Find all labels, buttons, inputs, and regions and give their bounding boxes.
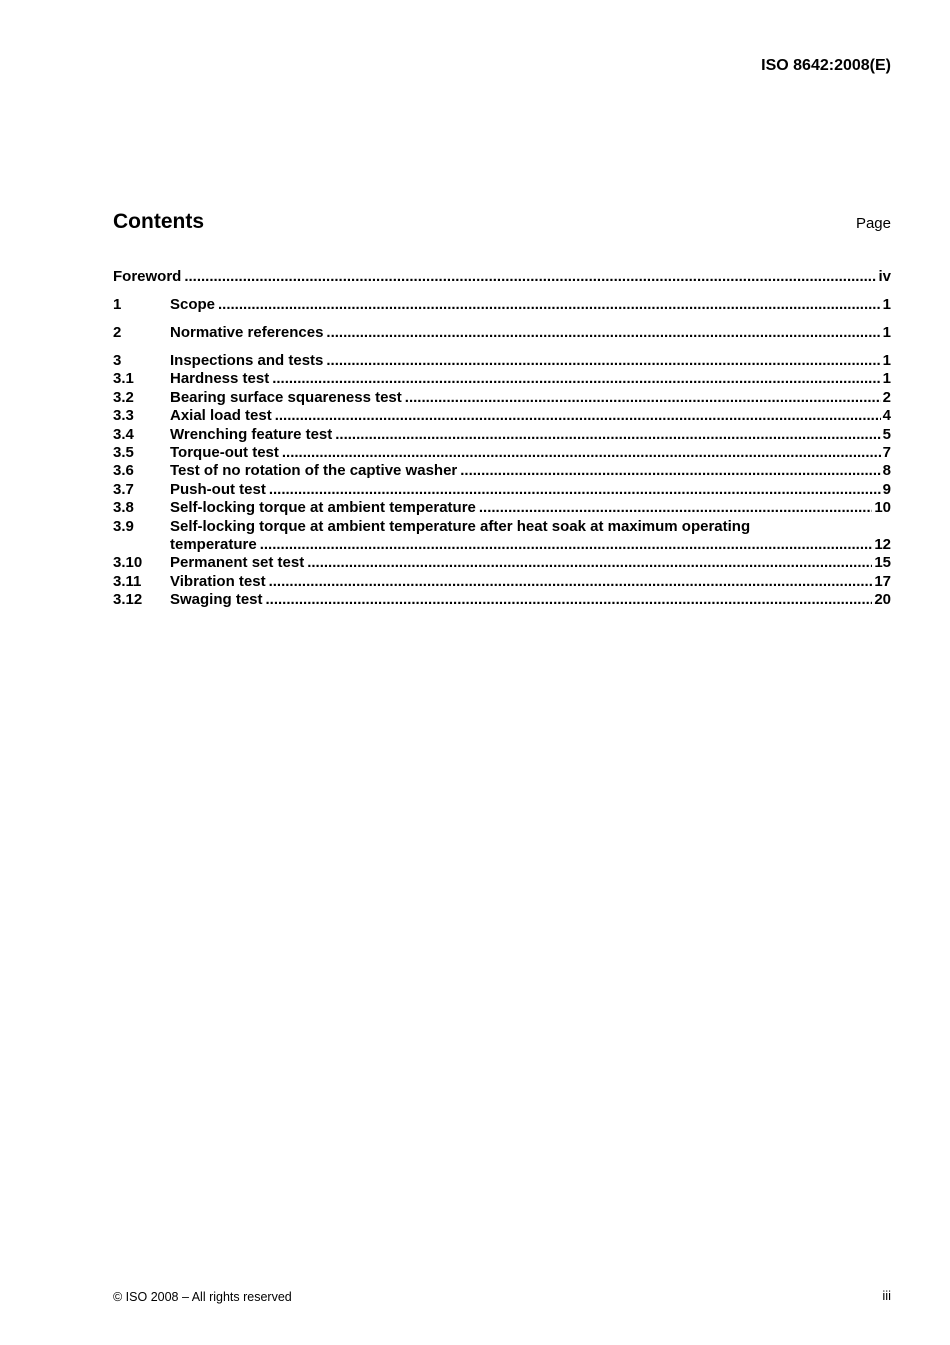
toc-leader (272, 370, 880, 388)
toc-title: Bearing surface squareness test (170, 388, 402, 406)
toc-title-line-2: temperature (170, 536, 257, 554)
toc-page: 12 (874, 536, 891, 554)
toc-number: 3.3 (113, 407, 134, 425)
table-of-contents (113, 268, 891, 610)
toc-entry-3-9[interactable] (113, 518, 891, 555)
toc-title: Wrenching feature test (170, 425, 333, 443)
toc-title: Push-out test (170, 480, 266, 498)
toc-leader (326, 324, 880, 342)
toc-title: Scope (170, 296, 216, 313)
document-id: ISO 8642:2008(E) (761, 57, 891, 74)
toc-title: Vibration test (170, 572, 266, 590)
footer-page-number: iii (882, 1288, 891, 1303)
toc-page: 4 (882, 407, 891, 425)
toc-number: 3.8 (113, 499, 134, 517)
toc-page: 10 (874, 499, 891, 517)
toc-number: 3.10 (113, 554, 143, 572)
toc-number: 1 (113, 296, 122, 313)
toc-page: 15 (874, 554, 891, 572)
toc-title: Test of no rotation of the captive washer (170, 462, 458, 480)
contents-title: Contents (113, 210, 204, 233)
toc-entry-3-5[interactable] (113, 444, 891, 462)
toc-title: Torque-out test (170, 444, 279, 462)
toc-entry-3-7[interactable] (113, 481, 891, 499)
toc-page: 8 (882, 462, 891, 480)
toc-entry-3-4[interactable] (113, 426, 891, 444)
toc-leader (269, 481, 881, 499)
toc-title: Permanent set test (170, 554, 305, 572)
toc-page: iv (878, 268, 891, 285)
toc-entry-3-10[interactable] (113, 554, 891, 572)
toc-entry-3-11[interactable] (113, 573, 891, 591)
toc-entry-foreword[interactable] (113, 268, 891, 286)
page-column-label: Page (855, 215, 891, 232)
toc-page: 2 (882, 388, 891, 406)
toc-leader (266, 591, 873, 609)
toc-title: Swaging test (170, 591, 263, 609)
toc-page: 1 (882, 296, 891, 313)
toc-number: 3 (113, 352, 122, 369)
toc-leader (326, 352, 880, 370)
toc-leader (479, 499, 872, 517)
toc-leader (184, 268, 876, 286)
toc-title: Hardness test (170, 370, 270, 388)
toc-entry-3-2[interactable] (113, 389, 891, 407)
toc-page: 1 (882, 352, 891, 369)
toc-number: 3.9 (113, 517, 134, 535)
toc-leader (460, 462, 880, 480)
toc-title: Inspections and tests (170, 352, 324, 369)
footer-copyright: © ISO 2008 – All rights reserved (113, 1290, 292, 1304)
toc-entry-1[interactable] (113, 296, 891, 314)
toc-number: 3.12 (113, 591, 143, 609)
toc-number: 3.1 (113, 370, 134, 388)
toc-entry-2[interactable] (113, 324, 891, 342)
toc-leader (260, 536, 873, 554)
contents-header (113, 209, 891, 239)
toc-number: 3.11 (113, 572, 142, 590)
toc-title: Self-locking torque at ambient temperature (170, 499, 476, 517)
toc-number: 3.7 (113, 480, 134, 498)
toc-title: Axial load test (170, 407, 272, 425)
toc-leader (335, 426, 880, 444)
toc-entry-3-8[interactable] (113, 499, 891, 517)
toc-page: 1 (882, 324, 891, 341)
toc-leader (218, 296, 881, 314)
toc-entry-3-3[interactable] (113, 407, 891, 425)
toc-title: Normative references (170, 324, 324, 341)
toc-leader (307, 554, 872, 572)
toc-title: Foreword (113, 268, 182, 285)
toc-number: 2 (113, 324, 122, 341)
toc-page: 9 (882, 480, 891, 498)
toc-entry-3-1[interactable] (113, 370, 891, 388)
toc-number: 3.2 (113, 388, 134, 406)
toc-leader (269, 573, 873, 591)
toc-number: 3.6 (113, 462, 134, 480)
toc-number: 3.5 (113, 444, 134, 462)
toc-entry-3-12[interactable] (113, 591, 891, 609)
toc-entry-3-6[interactable] (113, 462, 891, 480)
toc-page: 5 (882, 425, 891, 443)
toc-leader (282, 444, 881, 462)
toc-leader (405, 389, 881, 407)
toc-page: 1 (882, 370, 891, 388)
toc-page: 20 (874, 591, 891, 609)
toc-page: 17 (874, 572, 891, 590)
toc-entry-3[interactable] (113, 352, 891, 370)
toc-page: 7 (882, 444, 891, 462)
toc-number: 3.4 (113, 425, 134, 443)
toc-leader (275, 407, 881, 425)
toc-title-line-1: Self-locking torque at ambient temperature after heat soak at maximum operating (170, 517, 751, 535)
